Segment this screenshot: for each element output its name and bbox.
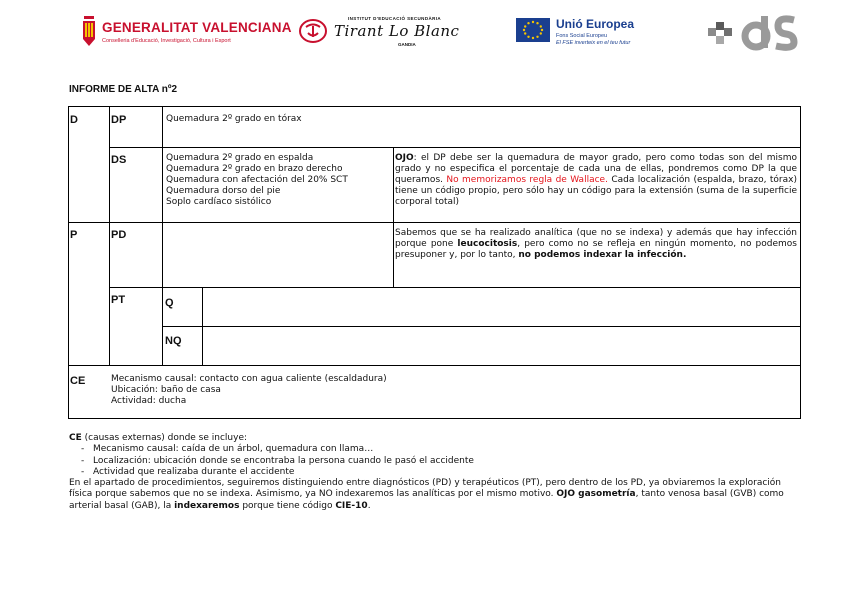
- generalitat-title: GENERALITAT VALENCIANA: [102, 20, 292, 35]
- eu-logo: [516, 12, 666, 52]
- pd-note-text-2: , pero como no se refleja en ningún momento, no podemos presuponer y, por lo tanto,: [395, 239, 797, 260]
- ds-note-text-1: : el DP debe ser la quemadura de mayor grado, pero como todas son del mismo grado y no especifica el porcentaje de cada una de ellas, pondremos como DP la que queramos.: [395, 153, 797, 185]
- paragraph-text-2: , tanto venosa basal (GVB) como arterial basal (GAB), la: [69, 489, 784, 511]
- eu-subtitle-1: Fons Social Europeu: [556, 33, 608, 39]
- ds-note-warning: No memorizamos regla de Wallace.: [446, 175, 608, 185]
- ds-diagnosis-list: [166, 153, 390, 208]
- ce-detail-line: Ubicación: baño de casa: [111, 385, 221, 395]
- nq-label: NQ: [165, 335, 182, 347]
- school-name: Tirant Lo Blanc: [334, 22, 460, 40]
- ce-detail-line: Mecanismo causal: contacto con agua caliente (escaldadura): [111, 374, 387, 384]
- school-logo: [298, 12, 478, 52]
- pt-label: PT: [111, 294, 126, 306]
- pd-note-bold-1: leucocitosis: [457, 239, 518, 249]
- table-divider: [109, 107, 110, 365]
- school-emblem-icon: [298, 18, 328, 44]
- dp-diagnosis: Quemadura 2º grado en tórax: [166, 114, 302, 124]
- cie-10-bold: CIE-10: [335, 500, 368, 511]
- table-divider: [163, 326, 800, 327]
- school-top-text: INSTITUT D'EDUCACIÓ SECUNDÀRIA: [348, 16, 442, 21]
- list-item: - Localización: ubicación donde se encontraba la persona cuando le pasó el accidente: [69, 456, 789, 467]
- ds-logo: [706, 12, 806, 52]
- report-table: [68, 106, 801, 419]
- table-divider: [393, 147, 394, 287]
- procedures-paragraph: [69, 478, 789, 512]
- ce-bullet-list: [69, 444, 789, 478]
- ds-diagnosis-line: Quemadura dorso del pie: [166, 186, 281, 196]
- ds-diagnosis-line: Quemadura 2º grado en brazo derecho: [166, 164, 343, 174]
- list-item: - Mecanismo causal: caída de un árbol, quemadura con llama…: [69, 444, 789, 455]
- table-divider: [110, 287, 800, 288]
- generalitat-subtitle: Conselleria d'Educació, Investigació, Cultura i Esport: [102, 38, 231, 44]
- ds-note: [395, 153, 797, 208]
- school-city: GANDIA: [398, 42, 416, 47]
- ds-diagnosis-line: Quemadura 2º grado en espalda: [166, 153, 314, 163]
- paragraph-text-1: En el apartado de procedimientos, seguiremos distinguiendo entre diagnósticos (PD) y terapéuticos (PT), pero dentro de los PD, ya obviaremos la exploración física porque sabemos que no se indexa. Asimismo, ya NO indexaremos las analíticas por el mismo motivo.: [69, 478, 782, 500]
- ce-intro-text: (causas externas) donde se incluye:: [81, 433, 248, 443]
- table-divider: [162, 107, 163, 365]
- ojo-gasometria: OJO gasometría: [556, 489, 636, 500]
- ds-note-text-2: Cada localización (espalda, brazo, tórax) tiene un código propio, pero sólo hay un código para la extensión (suma de la superficie corporal total): [395, 175, 797, 207]
- table-divider: [110, 147, 800, 148]
- ce-intro: [69, 433, 789, 444]
- ds-note-ojo: OJO: [395, 153, 414, 163]
- ds-diagnosis-line: Quemadura con afectación del 20% SCT: [166, 175, 348, 185]
- pd-note-bold-2: no podemos indexar la infección.: [518, 250, 687, 260]
- ds-diagnosis-line: Soplo cardíaco sistólico: [166, 197, 272, 207]
- ce-label: CE: [70, 375, 86, 387]
- pd-note: [395, 228, 797, 261]
- ce-details: [111, 374, 791, 407]
- eu-title: Unió Europea: [556, 17, 635, 31]
- pd-note-text-1: Sabemos que se ha realizado analítica (que no se indexa) y además que hay infección porque pone: [395, 228, 797, 249]
- logo-header: [0, 12, 848, 54]
- notes-section: [69, 433, 789, 512]
- paragraph-text-4: .: [367, 500, 371, 511]
- table-divider: [69, 365, 800, 366]
- ds-logo-icon: [706, 14, 800, 52]
- generalitat-logo: [80, 12, 292, 52]
- q-label: Q: [165, 297, 174, 309]
- paragraph-text-3: porque tiene código: [239, 500, 336, 511]
- pd-label: PD: [111, 229, 127, 241]
- page-title: INFORME DE ALTA nº2: [69, 84, 178, 95]
- dp-label: DP: [111, 114, 127, 126]
- d-label: D: [70, 114, 78, 126]
- table-divider: [69, 222, 800, 223]
- eu-flag-icon: [516, 18, 550, 42]
- generalitat-emblem-icon: [80, 14, 98, 48]
- ds-label: DS: [111, 154, 127, 166]
- table-divider: [202, 287, 203, 365]
- eu-subtitle-2: El FSE inverteix en el teu futur: [556, 40, 631, 46]
- p-label: P: [70, 229, 78, 241]
- list-item: - Actividad que realizaba durante el accidente: [69, 467, 789, 478]
- ce-detail-line: Actividad: ducha: [111, 396, 187, 406]
- indexaremos-bold: indexaremos: [174, 500, 240, 511]
- ce-intro-bold: CE: [69, 433, 82, 443]
